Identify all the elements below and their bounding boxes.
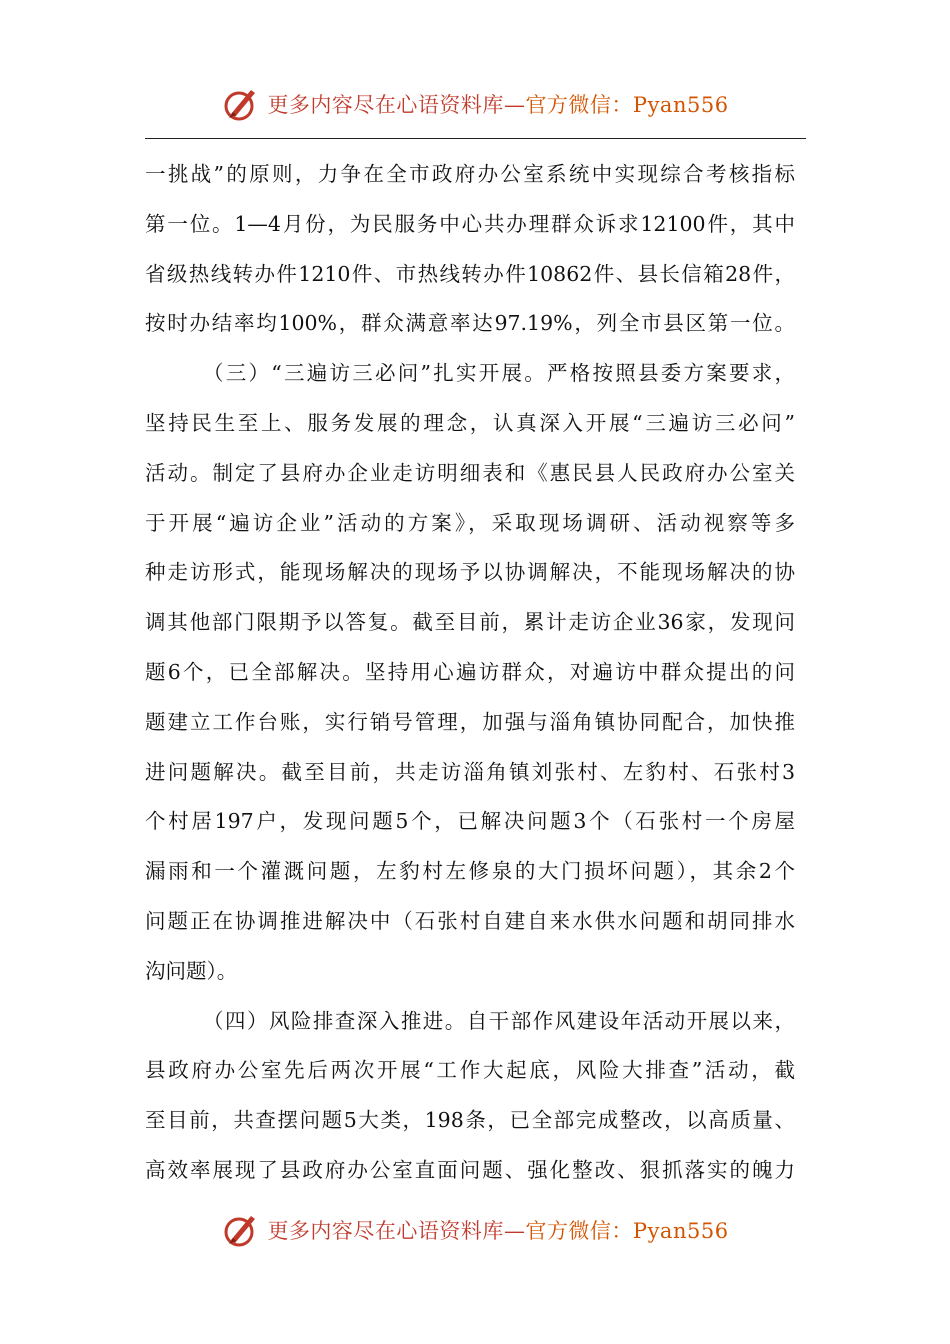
text-line: 按时办结率均100%，群众满意率达97.19%，列全市县区第一位。 [145, 311, 795, 336]
text-line: 至目前，共查摆问题5大类，198条，已全部完成整改，以高质量、 [145, 1108, 795, 1133]
text-line: 题6个，已全部解决。坚持用心遍访群众，对遍访中群众提出的问 [145, 659, 795, 684]
text-line: 种走访形式，能现场解决的现场予以协调解决，不能现场解决的协 [145, 560, 795, 585]
text-line: 问题正在协调推进解决中（石张村自建自来水供水问题和胡同排水 [145, 908, 795, 933]
text-line: 于开展“遍访企业”活动的方案》，采取现场调研、活动视察等多 [145, 510, 795, 535]
text-line: 个村居197户，发现问题5个，已解决问题3个（石张村一个房屋 [145, 809, 795, 834]
text-line: 坚持民生至上、服务发展的理念，认真深入开展“三遍访三必问” [145, 410, 795, 435]
header-divider [145, 138, 806, 139]
document-body [145, 150, 795, 1196]
section-heading-line: （四）风险排查深入推进。自干部作风建设年活动开展以来， [203, 1008, 795, 1033]
text-line: 县政府办公室先后两次开展“工作大起底，风险大排查”活动，截 [145, 1058, 795, 1083]
text-line: 调其他部门限期予以答复。截至目前，累计走访企业36家，发现问 [145, 610, 795, 635]
section-heading-line: （三）“三遍访三必问”扎实开展。严格按照县委方案要求， [203, 361, 795, 386]
text-line: 沟问题）。 [145, 958, 238, 983]
text-line: 活动。制定了县府办企业走访明细表和《惠民县人民政府办公室关 [145, 460, 795, 485]
text-line: 漏雨和一个灌溉问题，左豹村左修泉的大门损坏问题），其余2个 [145, 859, 795, 884]
text-line: 高效率展现了县政府办公室直面问题、强化整改、狠抓落实的魄力 [145, 1157, 795, 1182]
footer-banner [0, 1208, 950, 1252]
header-banner-text: 更多内容尽在心语资料库—官方微信：Pyan556 [267, 93, 729, 117]
footer-banner-text: 更多内容尽在心语资料库—官方微信：Pyan556 [267, 1219, 729, 1243]
quill-logo-icon [221, 84, 261, 124]
text-line: 省级热线转办件1210件、市热线转办件10862件、县长信箱28件， [145, 261, 795, 286]
quill-logo-icon [221, 1210, 261, 1250]
header-banner [0, 82, 950, 126]
text-line: 一挑战”的原则，力争在全市政府办公室系统中实现综合考核指标 [145, 162, 795, 186]
text-line: 进问题解决。截至目前，共走访淄角镇刘张村、左豹村、石张村3 [145, 759, 795, 784]
text-line: 第一位。1—4月份，为民服务中心共办理群众诉求12100件，其中 [145, 211, 795, 236]
text-line: 题建立工作台账，实行销号管理，加强与淄角镇协同配合，加快推 [145, 709, 795, 734]
